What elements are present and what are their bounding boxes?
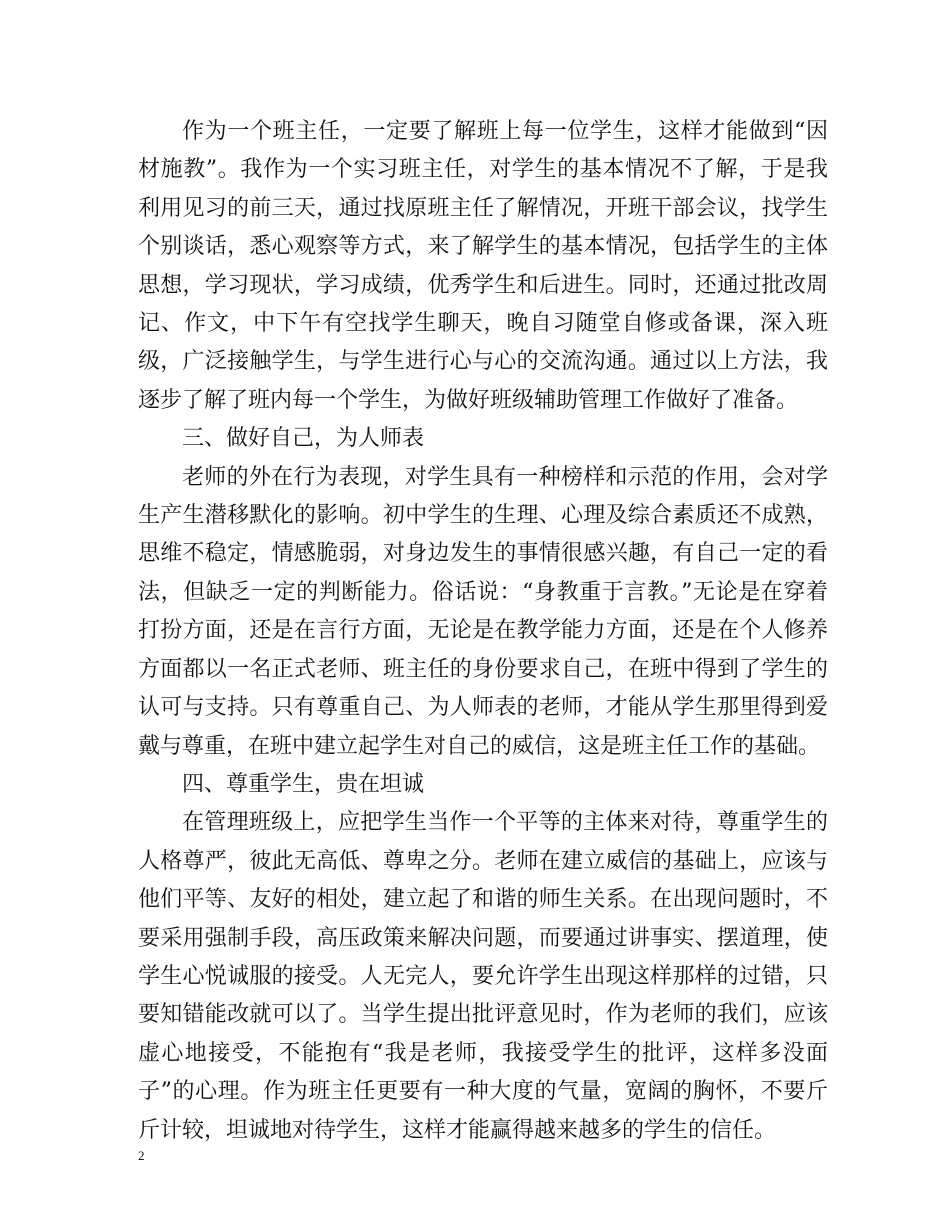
- body-paragraph: 作为一个班主任，一定要了解班上每一位学生，这样才能做到“因材施教”。我作为一个实习班主任，对学生的基本情况不了解，于是我利用见习的前三天，通过找原班主任了解情况，开班干部会议，找学生个别谈话，悉心观察等方式，来了解学生的基本情况，包括学生的主体思想，学习现状，学习成绩，优秀学生和后进生。同时，还通过批改周记、作文，中下午有空找学生聊天，晚自习随堂自修或备课，深入班级，广泛接触学生，与学生进行心与心的交流沟通。通过以上方法，我逐步了解了班内每一个学生，为做好班级辅助管理工作做好了准备。: [138, 119, 828, 413]
- section-heading: 三、做好自己，为人师表: [182, 426, 425, 452]
- body-paragraph: 在管理班级上，应把学生当作一个平等的主体来对待，尊重学生的人格尊严，彼此无高低、尊卑之分。老师在建立威信的基础上，应该与他们平等、友好的相处，建立起了和谐的师生关系。在出现问题时，不要采用强制手段，高压政策来解决问题，而要通过讲事实、摆道理，使学生心悦诚服的接受。人无完人，要允许学生出现这样那样的过错，只要知错能改就可以了。当学生提出批评意见时，作为老师的我们，应该虚心地接受，不能抱有“我是老师，我接受学生的批评，这样多没面子”的心理。作为班主任更要有一种大度的气量，宽阔的胸怀，不要斤斤计较，坦诚地对待学生，这样才能赢得越来越多的学生的信任。: [138, 810, 828, 1143]
- document-body: [138, 113, 828, 1150]
- page-number: 2: [138, 1148, 145, 1163]
- section-heading: 四、尊重学生，贵在坦诚: [182, 771, 425, 797]
- body-paragraph: 老师的外在行为表现，对学生具有一种榜样和示范的作用，会对学生产生潜移默化的影响。初中学生的生理、心理及综合素质还不成熟，思维不稳定，情感脆弱，对身边发生的事情很感兴趣，有自己一定的看法，但缺乏一定的判断能力。俗话说：“身教重于言教。”无论是在穿着打扮方面，还是在言行方面，无论是在教学能力方面，还是在个人修养方面都以一名正式老师、班主任的身份要求自己，在班中得到了学生的认可与支持。只有尊重自己、为人师表的老师，才能从学生那里得到爱戴与尊重，在班中建立起学生对自己的威信，这是班主任工作的基础。: [138, 464, 828, 759]
